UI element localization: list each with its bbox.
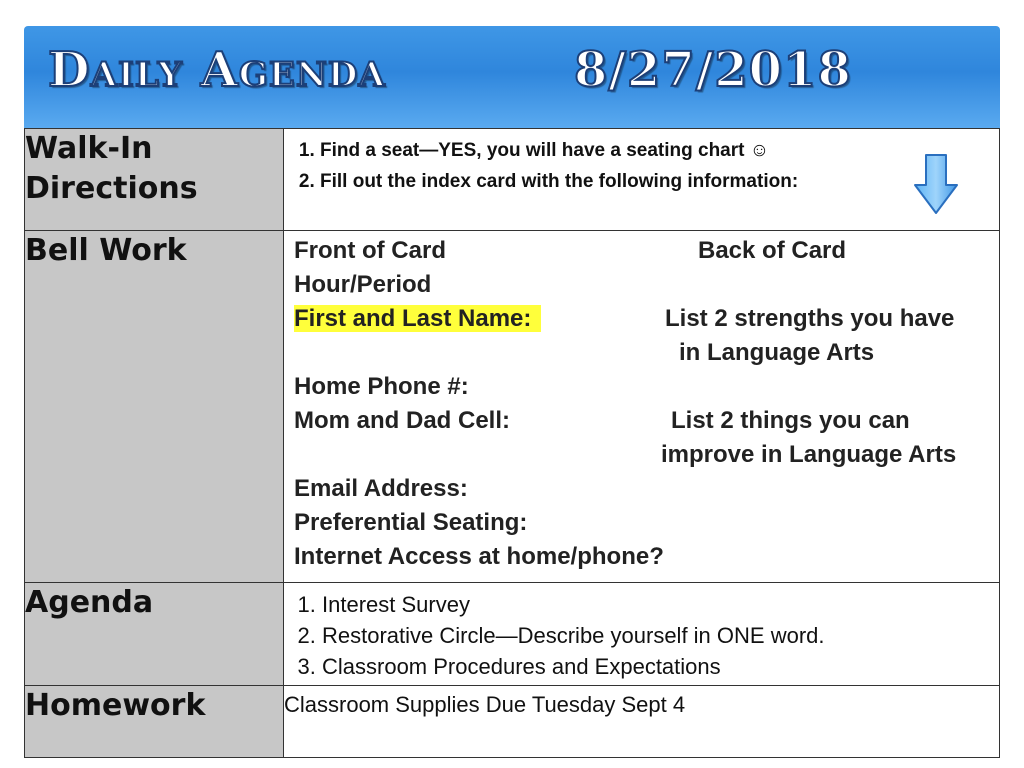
highlighted-field: First and Last Name: [294,305,541,332]
walk-in-list [284,135,999,197]
agenda-list [284,589,999,682]
list-item: 1. Find a seat—YES, you will have a seating chart ☺ [320,135,999,166]
front-item: Mom and Dad Cell: [294,407,511,434]
bell-work-body [294,237,999,577]
table-row [25,129,1000,231]
agenda-slide [24,26,1000,756]
homework-label: Homework [25,686,284,758]
front-heading: Front of Card [294,237,446,264]
title-bar [24,26,1000,128]
date-label: 8/27/2018 [574,42,852,98]
table-row [25,583,1000,686]
table-row [25,686,1000,758]
list-item: 2. Fill out the index card with the following information: [320,166,999,197]
agenda-content [284,583,1000,686]
front-item: Internet Access at home/phone? [294,543,664,570]
homework-text: Classroom Supplies Due Tuesday Sept 4 [284,692,686,717]
homework-content [284,686,1000,758]
agenda-label: Agenda [25,583,284,686]
walk-in-content [284,129,1000,231]
bell-work-label: Bell Work [25,231,284,583]
bell-work-content [284,231,1000,583]
back-item: List 2 things you can [671,407,910,434]
back-item: improve in Language Arts [661,441,957,468]
front-item: Home Phone #: [294,373,469,400]
list-item: 1. Interest Survey [322,589,999,620]
front-item: Email Address: [294,475,468,502]
back-item: in Language Arts [679,339,875,366]
page-title: Daily Agenda [48,42,386,98]
front-item: Hour/Period [294,271,432,298]
back-item: List 2 strengths you have [665,305,955,332]
table-row [25,231,1000,583]
agenda-table [24,128,1000,758]
list-item: 2. Restorative Circle—Describe yourself in ONE word. [322,620,999,651]
back-heading: Back of Card [698,237,847,264]
walk-in-label: Walk-In Directions [25,129,284,231]
front-item: Preferential Seating: [294,509,528,536]
down-arrow-icon [913,153,959,215]
front-item [294,305,541,333]
list-item: 3. Classroom Procedures and Expectations [322,651,999,682]
